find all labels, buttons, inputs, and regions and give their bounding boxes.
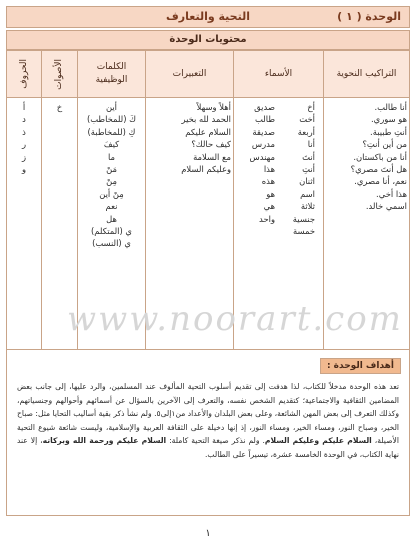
expression-item: الحمد لله بخير <box>181 114 231 125</box>
functional-header <box>78 51 145 97</box>
functional-word-item: مَنْ <box>106 164 117 175</box>
grammar-item: نعم، أنا مصري. <box>354 176 407 187</box>
functional-word-item: ي (المتكلم) <box>91 226 132 237</box>
noun-item: طالب <box>255 114 275 125</box>
grammar-item: أنا من باكستان. <box>353 151 407 162</box>
functional-word-item: مِنْ أين <box>99 188 124 199</box>
contents-heading: محتويات الوحدة <box>6 30 410 50</box>
noun-item: هي <box>263 201 275 212</box>
unit-goals-section <box>6 350 410 516</box>
functional-header-line1: الكلمات <box>96 62 127 72</box>
noun-item: اسم <box>300 188 315 199</box>
functional-list <box>80 101 143 250</box>
watermark: www.noorart.com <box>67 299 403 339</box>
letter-item: د <box>22 114 26 125</box>
sound-item: خ <box>56 102 63 112</box>
expressions-header: التعبيرات <box>172 68 207 79</box>
noun-item: أنتِ <box>302 164 315 175</box>
goals-p3: ، إلا عند نهاية الكتاب، في الوحدة الخامسة عشرة، تيسيراً على الطالب. <box>17 436 399 459</box>
functional-word-item: أين <box>105 102 118 112</box>
noun-item: أخت <box>299 114 315 125</box>
noun-item: مهندس <box>249 151 275 162</box>
grammar-item: هذا أخي. <box>376 188 407 199</box>
grammar-item: أنا طالب. <box>374 102 407 112</box>
noun-item: صديقة <box>252 126 275 137</box>
page-number: ١ <box>205 528 211 539</box>
unit-topic: التحية والتعارف <box>166 10 250 23</box>
noun-item: هو <box>266 188 275 199</box>
unit-header <box>6 6 410 28</box>
grammar-item: من أين أنتِ؟ <box>362 139 407 150</box>
goals-p1: تعد هذه الوحدة مدخلاً للكتاب، لذا هدفت إلى تقديم أسلوب التحية المألوف عند المسلمين، والرد عليها، إلى جانب بعض المضامين الثقافية والاجتماعية؛ كتقديم الشخص نفسه، والتعرف إلى الآخرين بالسؤال عن أسمائهم وأحوالهم وجنسياتهم، وكذلك التعرف إلى بعض المهن الشائعة، وعلى بعض البلدان والأعداد من١إلى٥. ولم نشأ ذكر بقية أساليب التحايا مثل: صباح الخير، وصباح النور، ومساء الخير، ومساء النور، إذ إنها دخيلة على الثقافة العربية والإسلامية، وليست شائعة شيوع التحية الأصيلة، <box>17 382 399 446</box>
noun-item: أنا <box>307 139 315 150</box>
expression-item: السلام عليكم <box>185 126 231 137</box>
nouns-header: الأسماء <box>264 68 293 79</box>
grammar-item: اسمي خالد. <box>365 201 407 212</box>
goals-text <box>17 380 399 462</box>
functional-word-item: ما <box>107 151 116 162</box>
letters-column <box>7 51 41 349</box>
letters-list <box>9 101 39 175</box>
expression-item: أهلاً وسهلاً <box>196 102 231 112</box>
pronoun-list <box>293 101 315 237</box>
expression-item: كيف حالك؟ <box>191 139 231 150</box>
grammar-item: هل أنتَ مصري؟ <box>350 164 407 175</box>
letter-item: ذ <box>22 126 26 137</box>
grammar-list <box>326 101 407 213</box>
goals-bold2: السلام عليكم ورحمة الله وبركاته <box>42 436 167 446</box>
functional-header-line2: الوظيفية <box>95 75 128 85</box>
letter-item: ر <box>21 139 27 150</box>
expression-item: مع السلامة <box>193 151 231 162</box>
textbook-page <box>6 6 410 542</box>
noun-item: أخ <box>307 102 315 112</box>
grammar-item: هو سوري. <box>370 114 407 125</box>
expressions-list <box>148 101 231 175</box>
functional-word-item: كَ (للمخاطب) <box>86 114 137 125</box>
noun-item: اثنان <box>299 176 315 187</box>
letters-header-label: الحروف <box>18 59 29 89</box>
letters-header <box>7 51 41 97</box>
functional-word-item: كيفَ <box>103 139 120 150</box>
unit-label: الوحدة ( ١ ) <box>337 10 401 23</box>
noun-list <box>250 101 276 225</box>
expression-item: وعليكم السلام <box>181 164 231 175</box>
functional-word-item: مِنْ <box>106 176 117 187</box>
noun-item: خمسة <box>293 226 315 237</box>
grammar-item: أنتِ طبيبة. <box>370 126 407 137</box>
letter-item: ز <box>21 151 27 162</box>
noun-item: جنسية <box>292 213 315 224</box>
functional-word-item: هل <box>106 213 117 224</box>
grammar-header: التراكيب النحوية <box>336 68 397 79</box>
noun-item: واحد <box>259 213 275 224</box>
noun-item: هذا <box>263 164 275 175</box>
noun-item: صديق <box>254 102 275 112</box>
noun-item: ثلاثة <box>300 201 315 212</box>
noun-item: مدرس <box>251 139 275 150</box>
goals-title: أهداف الوحدة : <box>320 358 401 374</box>
noun-item: أنتَ <box>302 151 315 162</box>
goals-p2: . ولم نذكر صيغة التحية كاملة: <box>169 436 265 446</box>
goals-bold1: السلام عليكم وعليكم السلام <box>264 436 372 446</box>
functional-word-item: ي (النسب) <box>92 238 131 249</box>
letter-item: و <box>21 164 27 175</box>
sounds-list <box>44 101 75 113</box>
letter-item: أ <box>22 102 26 112</box>
sounds-header <box>42 51 77 97</box>
noun-item: أربعة <box>297 126 315 137</box>
functional-word-item: نعم <box>105 201 118 212</box>
contents-table <box>6 50 410 350</box>
functional-word-item: كِ (للمخاطبة) <box>87 126 136 137</box>
noun-item: هذه <box>261 176 275 187</box>
sounds-header-label: الأصوات <box>54 58 64 90</box>
